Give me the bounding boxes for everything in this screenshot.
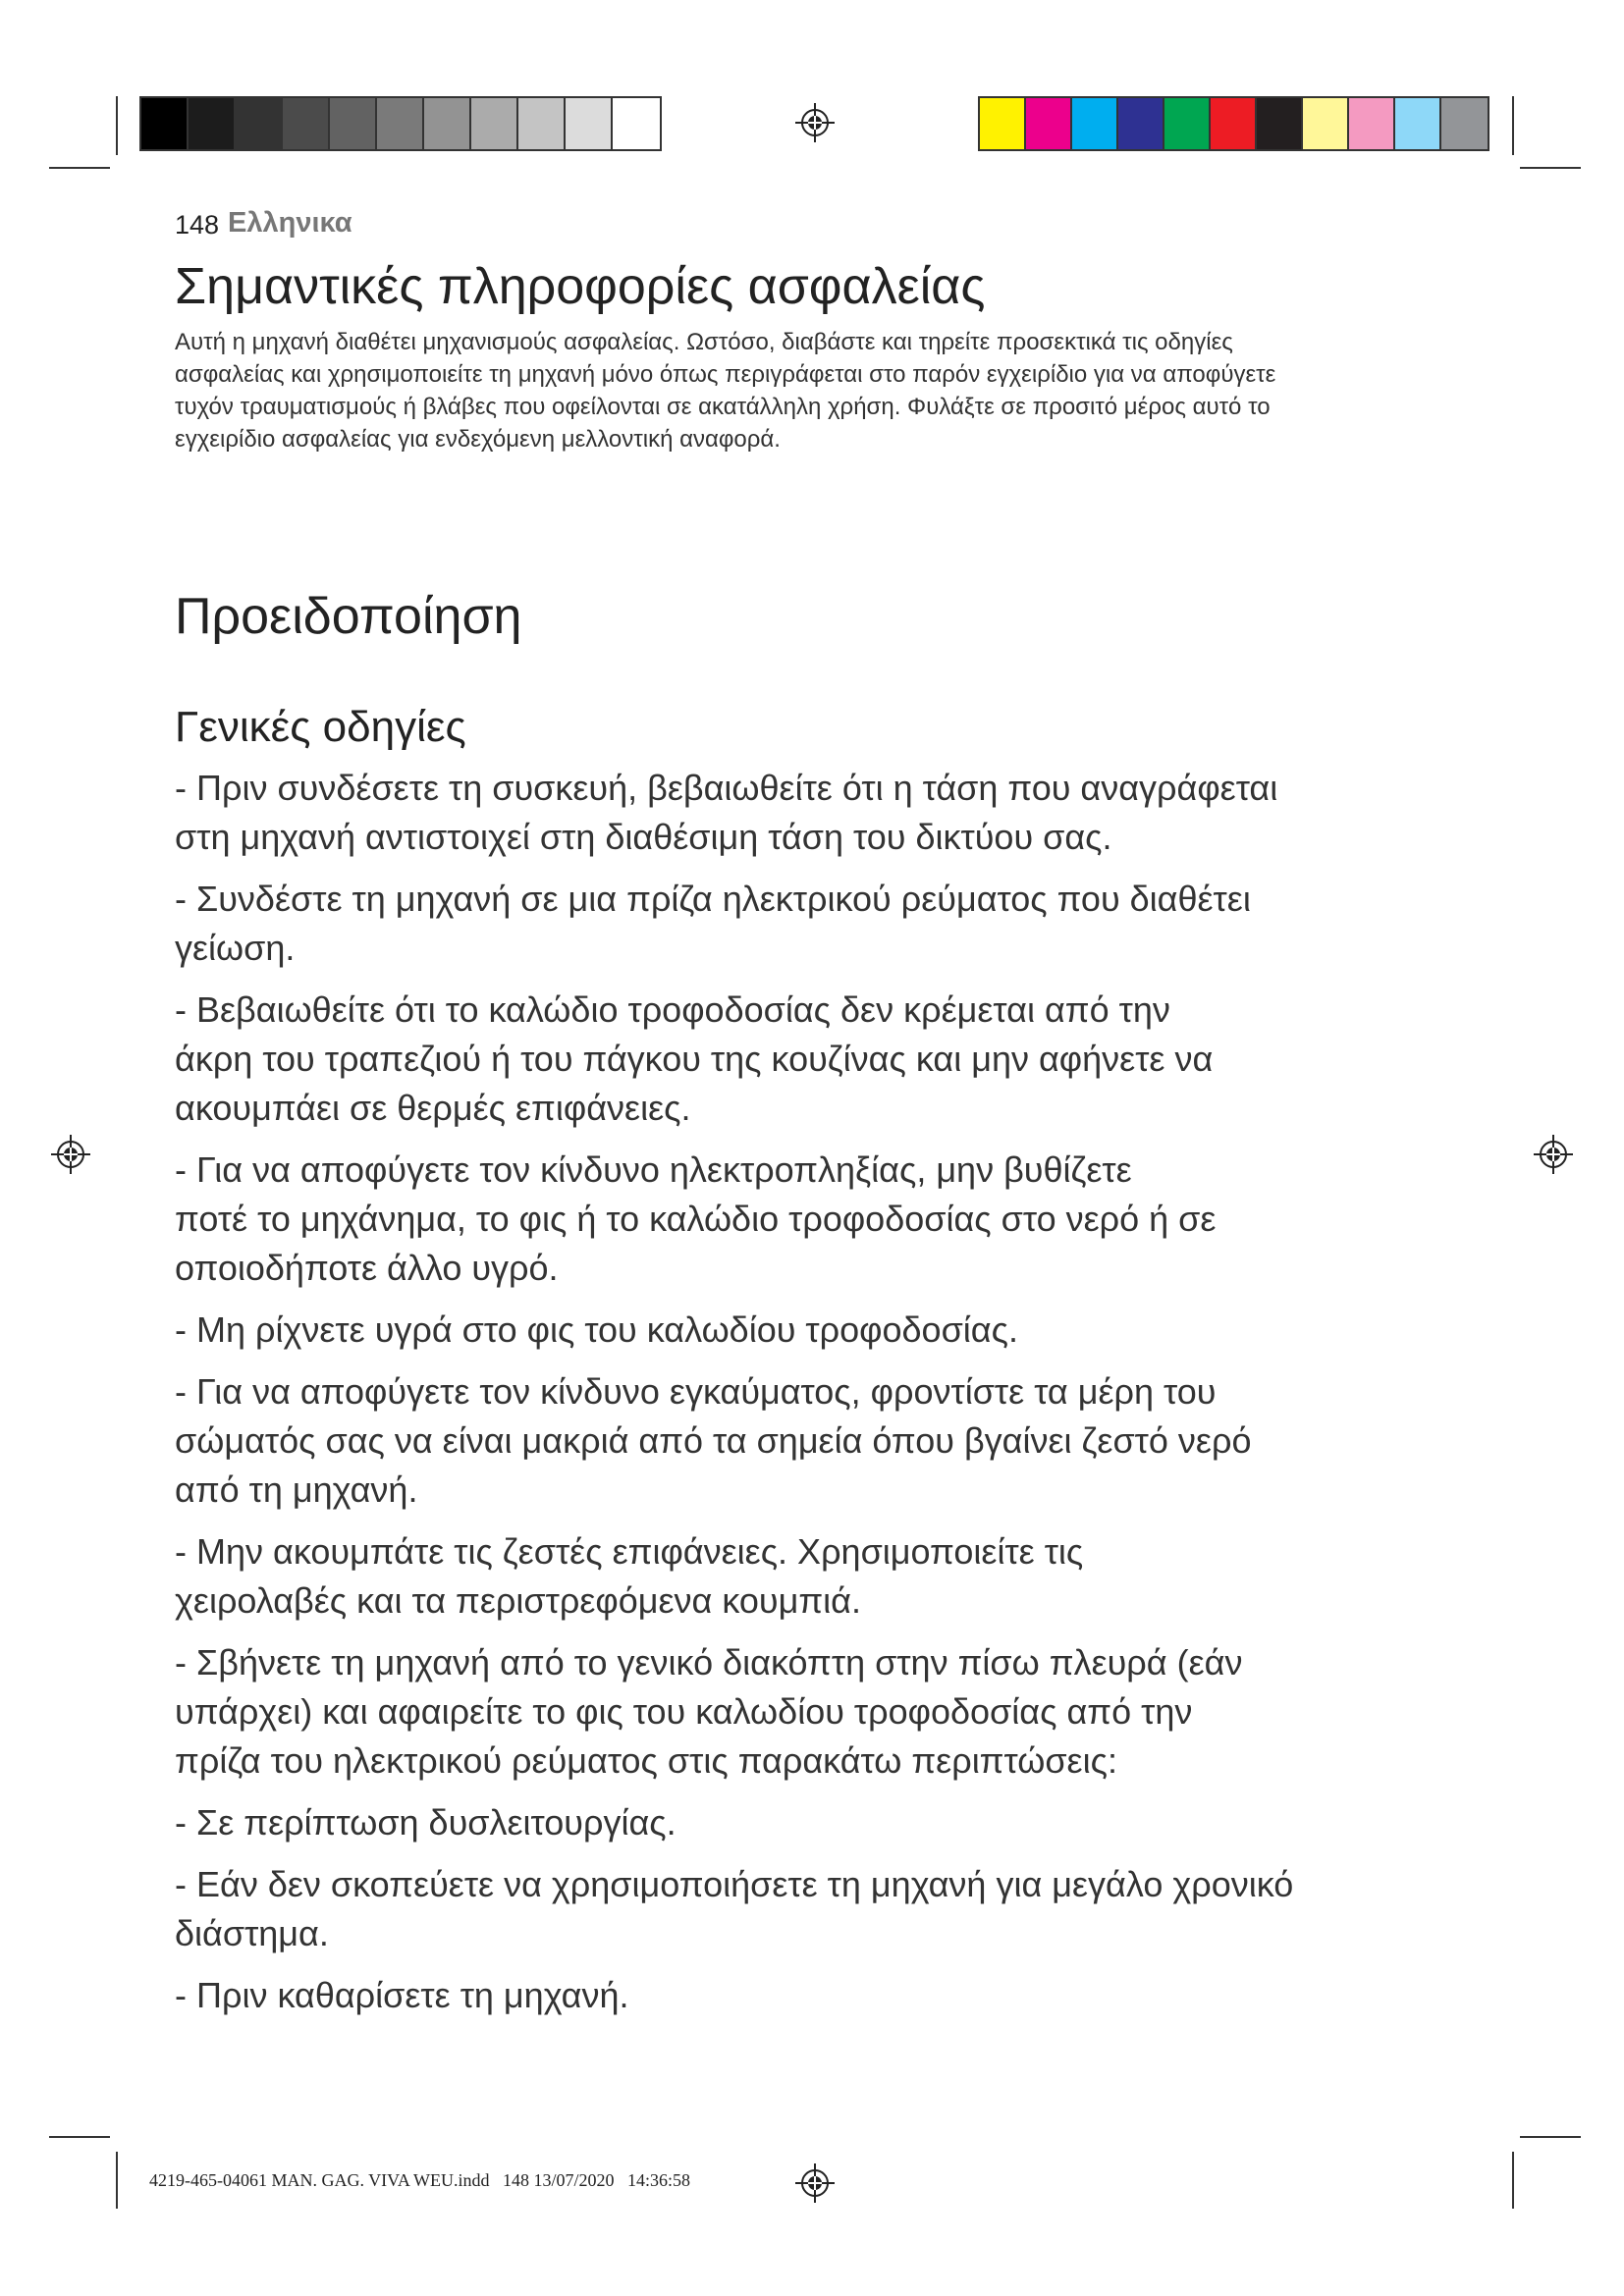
- warning-item-line: - Σβήνετε τη μηχανή από το γενικό διακόπτη στην πίσω πλευρά (εάν: [175, 1642, 1243, 1682]
- color-swatch: [330, 98, 377, 149]
- color-swatch: [424, 98, 471, 149]
- warning-item-line: γείωση.: [175, 928, 296, 968]
- warning-item-line: σώματός σας να είναι μακριά από τα σημεία όπου βγαίνει ζεστό νερό: [175, 1420, 1252, 1461]
- warning-item-line: οποιοδήποτε άλλο υγρό.: [175, 1248, 559, 1288]
- warning-item-line: - Μη ρίχνετε υγρά στο φις του καλωδίου τροφοδοσίας.: [175, 1309, 1018, 1350]
- color-swatch: [1395, 98, 1441, 149]
- color-swatch: [1026, 98, 1072, 149]
- warning-item: [175, 1971, 1490, 2020]
- general-instructions-subtitle: Γενικές οδηγίες: [175, 703, 466, 751]
- safety-title: Σημαντικές πληροφορίες ασφαλείας: [175, 258, 986, 315]
- color-swatch: [613, 98, 660, 149]
- warning-item-line: - Εάν δεν σκοπεύετε να χρησιμοποιήσετε τη μηχανή για μεγάλο χρονικό: [175, 1864, 1294, 1904]
- warning-title: Προειδοποίηση: [175, 588, 522, 645]
- crop-mark: [49, 2136, 110, 2138]
- warning-item-line: από τη μηχανή.: [175, 1469, 418, 1510]
- warning-item-line: - Πριν καθαρίσετε τη μηχανή.: [175, 1975, 629, 2015]
- color-swatch: [189, 98, 236, 149]
- intro-line: ασφαλείας και χρησιμοποιείτε τη μηχανή μόνο όπως περιγράφεται στο παρόν εγχειρίδιο για να αποφύγετε: [175, 361, 1276, 388]
- warning-item-line: άκρη του τραπεζιού ή του πάγκου της κουζίνας και μην αφήνετε να: [175, 1039, 1214, 1079]
- warning-item-line: - Σε περίπτωση δυσλειτουργίας.: [175, 1802, 677, 1842]
- crop-mark: [49, 167, 110, 169]
- page-number: 148: [175, 210, 220, 240]
- warning-item-line: διάστημα.: [175, 1913, 329, 1953]
- warning-item: [175, 1146, 1490, 1293]
- warning-item: [175, 986, 1490, 1133]
- color-swatch: [1211, 98, 1257, 149]
- language-label: Ελληνικα: [228, 207, 352, 239]
- crop-mark: [1512, 96, 1514, 155]
- color-swatch: [1164, 98, 1211, 149]
- intro-line: τυχόν τραυματισμούς ή βλάβες που οφείλονται σε ακατάλληλη χρήση. Φυλάξτε σε προσιτό μέρος αυτό το: [175, 394, 1271, 420]
- warning-item: [175, 764, 1490, 862]
- warning-item: [175, 1527, 1490, 1626]
- color-swatch: [1072, 98, 1118, 149]
- crop-mark: [1520, 167, 1581, 169]
- color-swatch: [283, 98, 330, 149]
- warning-item-line: - Συνδέστε τη μηχανή σε μια πρίζα ηλεκτρικού ρεύματος που διαθέτει: [175, 879, 1251, 919]
- warning-item: [175, 1638, 1490, 1786]
- crop-mark: [1512, 2152, 1514, 2209]
- color-swatch: [377, 98, 424, 149]
- warning-item-line: ακουμπάει σε θερμές επιφάνειες.: [175, 1088, 691, 1128]
- color-swatch: [518, 98, 566, 149]
- color-swatch: [1349, 98, 1395, 149]
- color-swatch: [141, 98, 189, 149]
- warning-item: [175, 1860, 1490, 1958]
- warning-item-line: πρίζα του ηλεκτρικού ρεύματος στις παρακάτω περιπτώσεις:: [175, 1740, 1117, 1781]
- warning-item-line: ποτέ το μηχάνημα, το φις ή το καλώδιο τροφοδοσίας στο νερό ή σε: [175, 1199, 1217, 1239]
- warning-item-line: - Βεβαιωθείτε ότι το καλώδιο τροφοδοσίας δεν κρέμεται από την: [175, 989, 1170, 1030]
- color-swatch: [1257, 98, 1303, 149]
- warning-item: [175, 1798, 1490, 1847]
- color-swatch: [566, 98, 613, 149]
- safety-intro: [175, 326, 1471, 455]
- warning-item-line: - Για να αποφύγετε τον κίνδυνο εγκαύματος, φροντίστε τα μέρη του: [175, 1371, 1217, 1412]
- warning-item: [175, 875, 1490, 973]
- warning-item: [175, 1367, 1490, 1515]
- warning-item-line: - Πριν συνδέσετε τη συσκευή, βεβαιωθείτε ότι η τάση που αναγράφεται: [175, 768, 1278, 808]
- intro-line: εγχειρίδιο ασφαλείας για ενδεχόμενη μελλοντική αναφορά.: [175, 426, 781, 453]
- crop-mark: [1520, 2136, 1581, 2138]
- color-swatch: [471, 98, 518, 149]
- date-time: 13/07/2020 14:36:58: [533, 2170, 691, 2190]
- color-swatch: [1303, 98, 1349, 149]
- registration-mark-icon: [1532, 1133, 1575, 1176]
- crop-mark: [116, 96, 118, 155]
- warning-list: [175, 764, 1490, 2033]
- color-calibration-bar: [978, 96, 1489, 151]
- intro-line: Αυτή η μηχανή διαθέτει μηχανισμούς ασφαλείας. Ωστόσο, διαβάστε και τηρείτε προσεκτικά τις οδηγίες: [175, 329, 1233, 355]
- warning-item: [175, 1306, 1490, 1355]
- crop-mark: [116, 2152, 118, 2209]
- print-slug: [149, 2170, 690, 2191]
- file-info: 4219-465-04061 MAN. GAG. VIVA WEU.indd 148: [149, 2170, 529, 2190]
- warning-item-line: στη μηχανή αντιστοιχεί στη διαθέσιμη τάση του δικτύου σας.: [175, 817, 1112, 857]
- warning-item-line: χειρολαβές και τα περιστρεφόμενα κουμπιά.: [175, 1580, 861, 1621]
- color-swatch: [1441, 98, 1488, 149]
- registration-mark-icon: [49, 1133, 92, 1176]
- warning-item-line: - Μην ακουμπάτε τις ζεστές επιφάνειες. Χρησιμοποιείτε τις: [175, 1531, 1084, 1572]
- color-swatch: [980, 98, 1026, 149]
- color-swatch: [1118, 98, 1164, 149]
- warning-item-line: υπάρχει) και αφαιρείτε το φις του καλωδίου τροφοδοσίας από την: [175, 1691, 1193, 1732]
- registration-mark-icon: [793, 101, 837, 144]
- color-swatch: [236, 98, 283, 149]
- registration-mark-icon: [793, 2162, 837, 2205]
- warning-item-line: - Για να αποφύγετε τον κίνδυνο ηλεκτροπληξίας, μην βυθίζετε: [175, 1149, 1132, 1190]
- grayscale-calibration-bar: [139, 96, 662, 151]
